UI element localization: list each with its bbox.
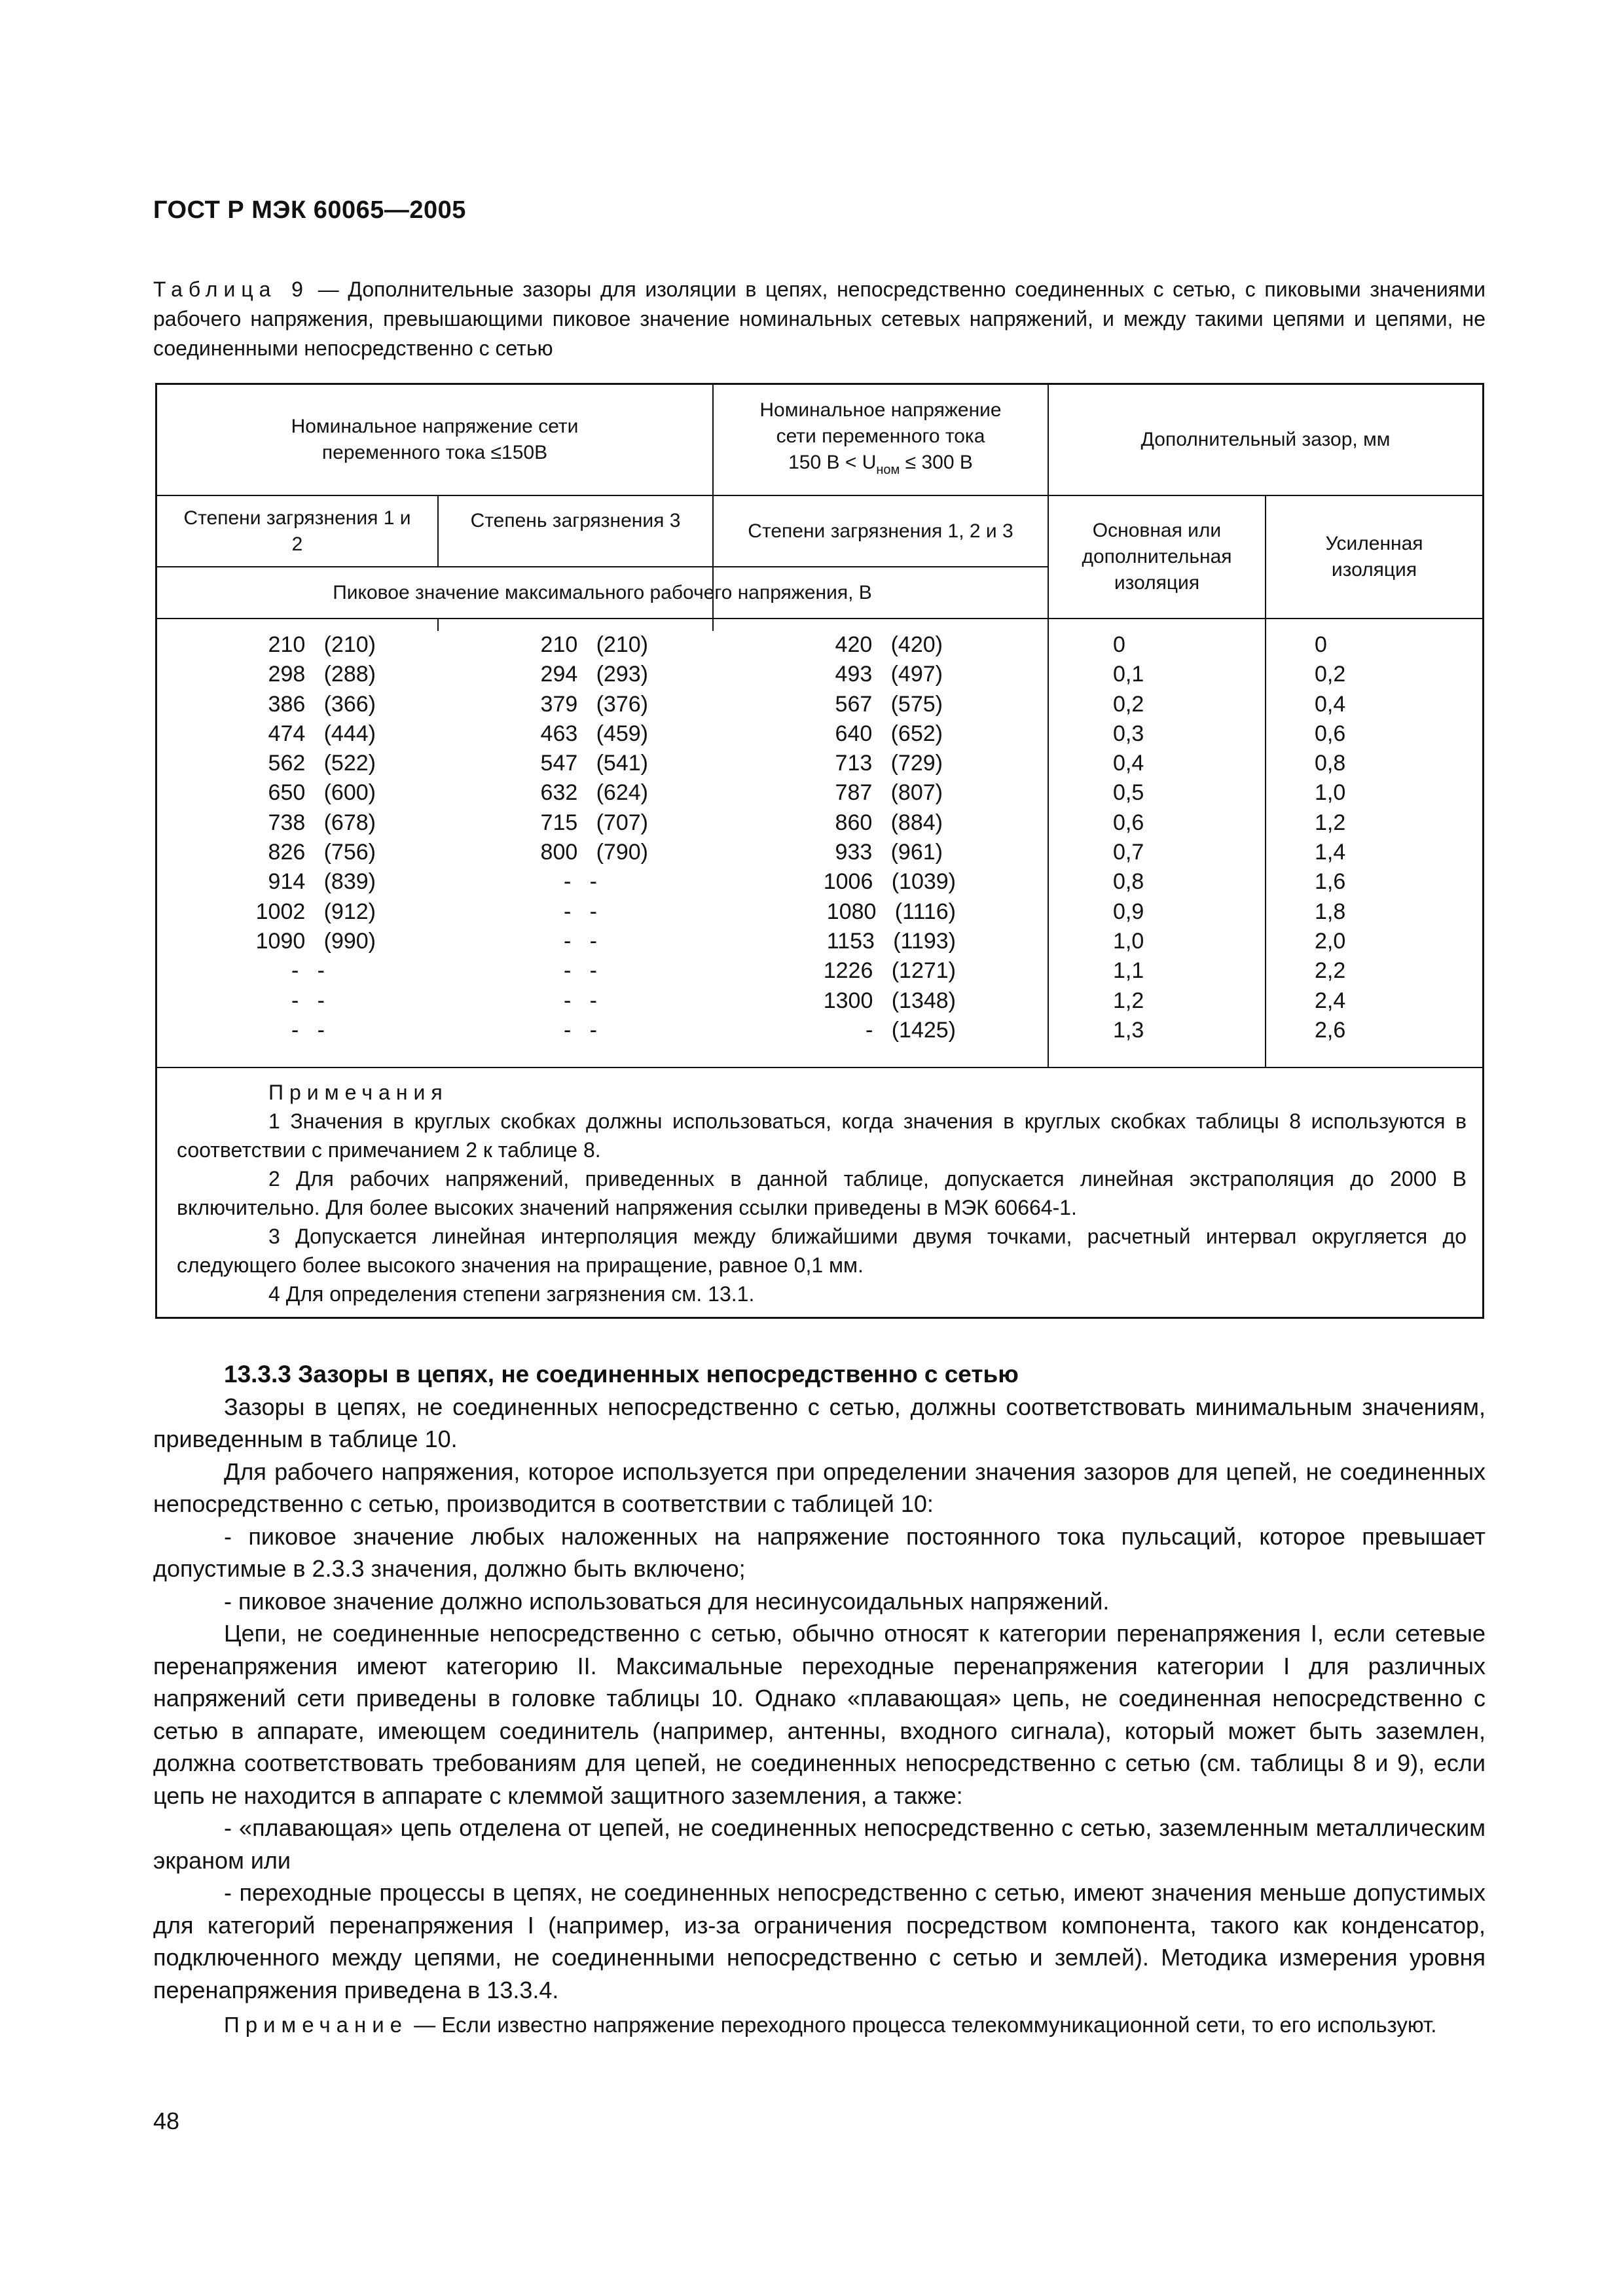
table-cell: 0,5: [1113, 780, 1144, 806]
table-cell: 1,2: [1113, 988, 1144, 1013]
table-cell: 2,0: [1315, 928, 1346, 954]
table-cell: 547 (541): [540, 751, 648, 776]
table-cell: 210 (210): [540, 632, 648, 657]
table-cell: 1080 (1116): [826, 899, 956, 924]
table-cell: 787 (807): [835, 780, 943, 806]
header-pollution-3: Степень загрязнения 3: [470, 510, 681, 531]
table-cell: 1,1: [1113, 958, 1144, 984]
table-cell: 474 (444): [268, 721, 376, 746]
header-basic-insulation: Основная или дополнительная изоляция: [1082, 520, 1232, 594]
table-cell: 567 (575): [835, 691, 943, 717]
table-cell: 715 (707): [540, 810, 648, 835]
range-upper: ≤ 300 В: [900, 451, 973, 473]
table-cell: 650 (600): [268, 780, 376, 806]
table-cell: 1,0: [1315, 780, 1346, 806]
table-cell: 463 (459): [540, 721, 648, 746]
table-cell: 2,2: [1315, 958, 1346, 984]
header-nominal-300: [714, 385, 1048, 495]
table-cell: 0,6: [1113, 810, 1144, 835]
table-cell: 738 (678): [268, 810, 376, 835]
table-cell: 632 (624): [540, 780, 648, 806]
table-cell: 860 (884): [835, 810, 943, 835]
column-basic-insulation: [1113, 630, 1211, 1045]
note-text: — Если известно напряжение переходного процесса телекоммуникационной сети, то его используют.: [408, 2013, 1437, 2037]
table-cell: 0,1: [1113, 662, 1144, 687]
table-cell: 420 (420): [835, 632, 943, 657]
table-cell: - -: [564, 1017, 597, 1043]
table-cell: - -: [564, 958, 597, 984]
table-cell: 0: [1315, 632, 1327, 657]
table-cell: 0,4: [1315, 691, 1346, 717]
table-cell: 1090 (990): [255, 928, 376, 954]
table-cell: 0,9: [1113, 899, 1144, 924]
table-cell: - -: [564, 869, 597, 895]
table-cell: 1,3: [1113, 1017, 1144, 1043]
table-cell: 298 (288): [268, 662, 376, 687]
table-cell: 1,2: [1315, 810, 1346, 835]
table-cell: - (1425): [866, 1017, 956, 1043]
column-pollution-1-2-3: [786, 630, 956, 1045]
table-cell: 0,6: [1315, 721, 1346, 746]
table-cell: 640 (652): [835, 721, 943, 746]
note-item: 3 Допускается линейная интерполяция между ближайшими двумя точками, расчетный интервал округляется до следующего более высокого значения на приращение, равное 0,1 мм.: [177, 1225, 1467, 1277]
section-13-3-3: [153, 1358, 1486, 2041]
paragraph: Цепи, не соединенные непосредственно с сетью, обычно относят к категории перенапряжения I, если сетевые перенапряжения имеют категорию II. Максимальные переходные перенапряжения категории I для различных напряжений сети приведены в головке таблицы 10. Однако «плавающая» цепь, не соединенная непосредственно с сетью в аппарате, имеющем соединитель (например, антенны, входного сигнала), который может быть заземлен, должна соответствовать требованиям для цепей, не соединенных непосредственно с сетью (см. таблицы 8 и 9), если цепь не находится в аппарате с клеммой защитного заземления, а также:: [153, 1620, 1486, 1809]
paragraph: - пиковое значение любых наложенных на напряжение постоянного тока пульсаций, которое превышает допустимые в 2.3.3 значения, должно быть включено;: [153, 1522, 1486, 1582]
section-heading: 13.3.3 Зазоры в цепях, не соединенных непосредственно с сетью: [224, 1361, 1019, 1388]
table-cell: - -: [564, 988, 597, 1013]
table-cell: 933 (961): [835, 840, 943, 865]
header-pollution-1-2: Степени загрязнения 1 и 2: [183, 507, 411, 555]
table-cell: 1006 (1039): [823, 869, 956, 895]
table-cell: 294 (293): [540, 662, 648, 687]
notes-title: Примечания: [268, 1081, 448, 1104]
table-cell: 0: [1113, 632, 1125, 657]
table-cell: 0,8: [1315, 751, 1346, 776]
table-cell: 386 (366): [268, 691, 376, 717]
range-subscript: ном: [876, 462, 900, 477]
table-cell: 2,6: [1315, 1017, 1346, 1043]
column-pollution-1-2: [232, 630, 376, 1045]
table-cell: 826 (756): [268, 840, 376, 865]
table-cell: 713 (729): [835, 751, 943, 776]
clearance-table: [155, 383, 1484, 1319]
table-cell: - -: [564, 928, 597, 954]
header-reinforced-insulation: Усиленная изоляция: [1325, 533, 1423, 581]
paragraph: - пиковое значение должно использоваться для несинусоидальных напряжений.: [224, 1587, 1110, 1615]
table-cell: 1,0: [1113, 928, 1144, 954]
paragraph: Для рабочего напряжения, которое используется при определении значения зазоров для цепей, не соединенных непосредственно с сетью, производится в соответствии с таблицей 10:: [153, 1458, 1486, 1517]
table-cell: 562 (522): [268, 751, 376, 776]
note-item: 4 Для определения степени загрязнения см. 13.1.: [268, 1282, 755, 1306]
header-nominal-300-range: [788, 450, 973, 483]
header-additional-clearance: Дополнительный зазор, мм: [1140, 429, 1391, 450]
table-cell: 210 (210): [268, 632, 376, 657]
table-cell: - -: [291, 1017, 325, 1043]
header-nominal-150: Номинальное напряжение сети переменного тока ≤150В: [291, 416, 579, 463]
table-caption: [153, 275, 1486, 363]
table-cell: - -: [291, 988, 325, 1013]
table-cell: 0,2: [1315, 662, 1346, 687]
table-cell: 1153 (1193): [826, 928, 956, 954]
table-cell: 0,3: [1113, 721, 1144, 746]
note-label: Примечание: [224, 2013, 409, 2037]
header-peak-voltage: Пиковое значение максимального рабочего напряжения, В: [333, 581, 872, 603]
document-header: ГОСТ Р МЭК 60065—2005: [153, 196, 466, 224]
table-cell: 0,8: [1113, 869, 1144, 895]
note-item: 1 Значения в круглых скобках должны использоваться, когда значения в круглых скобках таблицы 8 используются в соответствии с примечанием 2 к таблице 8.: [177, 1109, 1467, 1162]
header-pollution-1-2-3: Степени загрязнения 1, 2 и 3: [748, 520, 1013, 542]
column-pollution-3: [504, 630, 648, 1045]
header-nominal-300-text: Номинальное напряжение сети переменного тока: [759, 399, 1002, 447]
column-reinforced-insulation: [1315, 630, 1413, 1045]
page-number: 48: [153, 2108, 180, 2134]
table-cell: - -: [291, 958, 325, 984]
table-cell: 379 (376): [540, 691, 648, 717]
table-cell: 0,4: [1113, 751, 1144, 776]
table-cell: 493 (497): [835, 662, 943, 687]
table-cell: 800 (790): [540, 840, 648, 865]
table-cell: 1300 (1348): [823, 988, 956, 1013]
table-cell: 1,8: [1315, 899, 1346, 924]
section-note: [153, 2009, 1486, 2041]
range-lower: 150 В < U: [788, 451, 877, 473]
note-item: 2 Для рабочих напряжений, приведенных в данной таблице, допускается линейная экстраполяция до 2000 В включительно. Для более высоких значений напряжения ссылки приведены в МЭК 60664-1.: [177, 1167, 1467, 1219]
table-cell: 1002 (912): [255, 899, 376, 924]
table-cell: - -: [564, 899, 597, 924]
table-cell: 0,7: [1113, 840, 1144, 865]
table-cell: 2,4: [1315, 988, 1346, 1013]
table-notes: [157, 1069, 1486, 1308]
caption-label: Таблица 9: [153, 278, 309, 301]
caption-text: — Дополнительные зазоры для изоляции в цепях, непосредственно соединенных с сетью, с пиковыми значениями рабочего напряжения, превышающими пиковое значение номинальных сетевых напряжений, и между такими цепями и цепями, не соединенными непосредственно с сетью: [153, 278, 1486, 360]
table-cell: 1,6: [1315, 869, 1346, 895]
table-cell: 0,2: [1113, 691, 1144, 717]
paragraph: - «плавающая» цепь отделена от цепей, не соединенных непосредственно с сетью, заземленным металлическим экраном или: [153, 1814, 1486, 1874]
paragraph: - переходные процессы в цепях, не соединенных непосредственно с сетью, имеют значения меньше допустимых для категорий перенапряжения I (например, из-за ограничения посредством компонента, такого как конденсатор, подключенного между цепями, не соединенными непосредственно с сетью и землей). Методика измерения уровня перенапряжения приведена в 13.3.4.: [153, 1879, 1486, 2003]
paragraph: Зазоры в цепях, не соединенных непосредственно с сетью, должны соответствовать минимальным значениям, приведенным в таблице 10.: [153, 1393, 1486, 1452]
table-cell: 1226 (1271): [823, 958, 956, 984]
table-cell: 1,4: [1315, 840, 1346, 865]
table-cell: 914 (839): [268, 869, 376, 895]
